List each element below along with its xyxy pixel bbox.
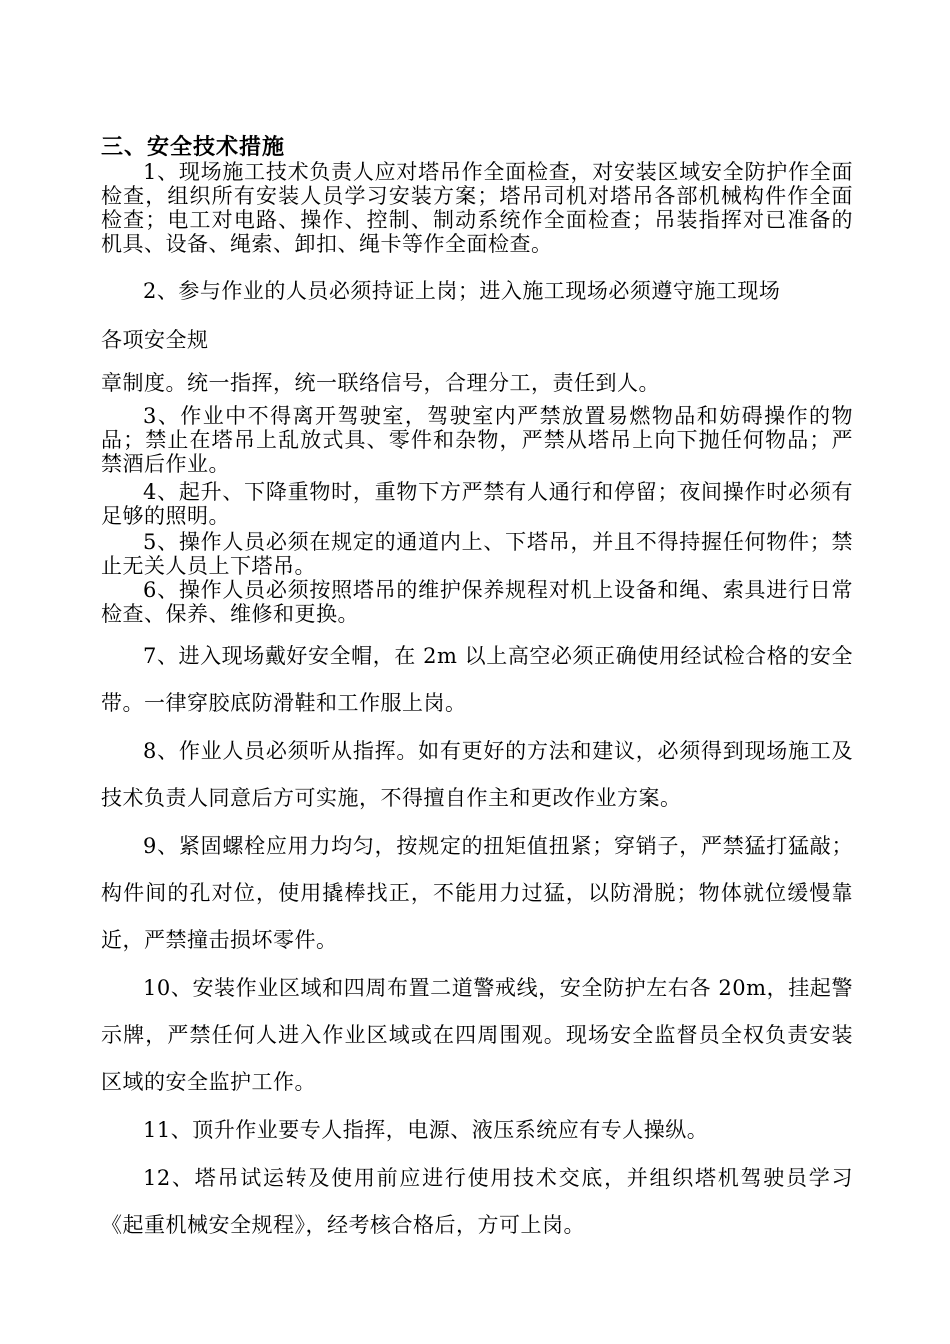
paragraph-12: 12、塔吊试运转及使用前应进行使用技术交底，并组织塔机驾驶员学习《起重机械安全规程》，经考核合格后，方可上岗。 [101,1166,853,1237]
paragraph-9: 9、紧固螺栓应用力均匀，按规定的扭矩值扭紧；穿销子，严禁猛打猛敲；构件间的孔对位，使用撬棒找正，不能用力过猛，以防滑脱；物体就位缓慢靠近，严禁撞击损坏零件。 [101,834,853,952]
paragraph-2-line-2: 各项安全规 [101,328,209,352]
paragraph-1: 1、现场施工技术负责人应对塔吊作全面检查，对安装区域安全防护作全面检查，组织所有安装人员学习安装方案；塔吊司机对塔吊各部机械构件作全面检查；电工对电路、操作、控制、制动系统作全面检查；吊装指挥对已准备的机具、设备、绳索、卸扣、绳卡等作全面检查。 [101,160,853,256]
paragraph-2-line-1: 2、参与作业的人员必须持证上岗；进入施工现场必须遵守施工现场 [143,279,781,303]
paragraph-2-line-3: 章制度。统一指挥，统一联络信号，合理分工，责任到人。 [101,371,660,395]
paragraph-10: 10、安装作业区域和四周布置二道警戒线，安全防护左右各 20m，挂起警示牌，严禁任何人进入作业区域或在四周围观。现场安全监督员全权负责安装区域的安全监护工作。 [101,976,853,1094]
paragraph-4: 4、起升、下降重物时，重物下方严禁有人通行和停留；夜间操作时必须有足够的照明。 [101,480,853,528]
paragraph-7: 7、进入现场戴好安全帽，在 2m 以上高空必须正确使用经试检合格的安全带。一律穿胶底防滑鞋和工作服上岗。 [101,644,853,715]
paragraph-11: 11、顶升作业要专人指挥，电源、液压系统应有专人操纵。 [143,1118,709,1142]
paragraph-3: 3、作业中不得离开驾驶室，驾驶室内严禁放置易燃物品和妨碍操作的物品；禁止在塔吊上乱放式具、零件和杂物，严禁从塔吊上向下抛任何物品；严禁酒后作业。 [101,404,853,476]
paragraph-5: 5、操作人员必须在规定的通道内上、下塔吊，并且不得持握任何物件；禁止无关人员上下塔吊。 [101,530,853,578]
paragraph-6: 6、操作人员必须按照塔吊的维护保养规程对机上设备和绳、索具进行日常检查、保养、维修和更换。 [101,578,853,626]
paragraph-8: 8、作业人员必须听从指挥。如有更好的方法和建议，必须得到现场施工及技术负责人同意后方可实施，不得擅自作主和更改作业方案。 [101,739,853,810]
section-title: 三、安全技术措施 [101,134,286,160]
